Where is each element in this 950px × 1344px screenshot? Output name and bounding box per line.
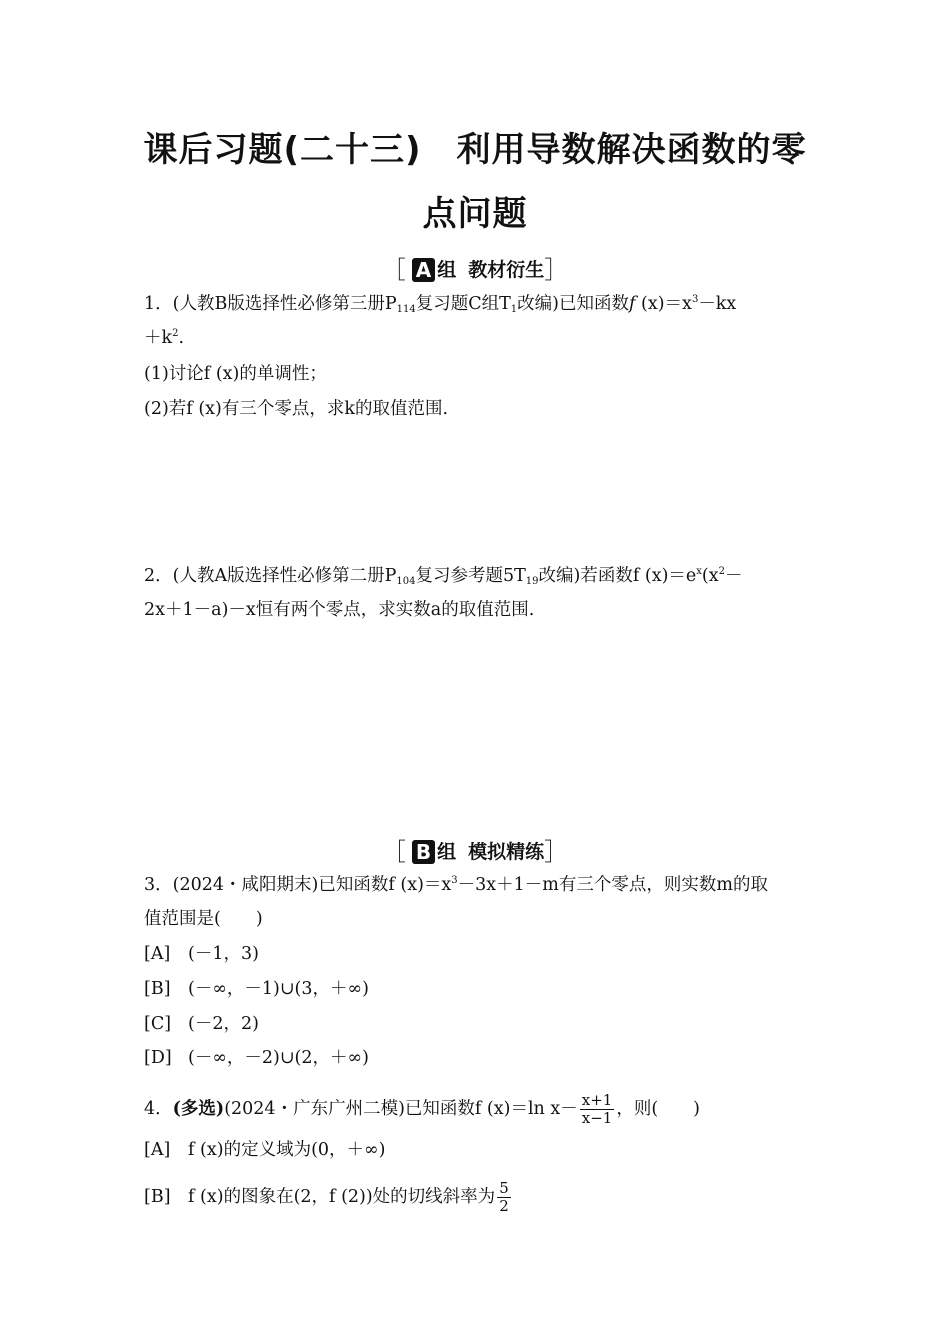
source-text: (人教A版选择性必修第二册P [172,566,397,586]
multi-select-tag: (多选) [172,1099,225,1119]
option-text: f (x)的图象在(2，f (2))处的切线斜率为 [188,1187,496,1207]
question-number: 3． [144,875,173,895]
question-number: 4． [144,1099,173,1119]
option-text: f (x)的定义域为(0，＋∞) [188,1140,386,1160]
option-text: (－∞，－2)∪(2，＋∞) [188,1048,369,1068]
question-1-line1 [144,292,736,316]
group-b-name: 模拟精练 [468,841,545,863]
exponent: x [696,566,702,577]
exponent: 2 [172,328,179,339]
subscript: 114 [396,304,416,315]
option-text: (－1，3) [188,944,259,964]
question-stem: (2024・咸阳期末)已知函数f (x)＝x [172,875,452,895]
option-label: [C] [144,1014,172,1034]
source-text: 复习题C组T [415,294,511,314]
question-3-line2: 值范围是( ) [144,909,263,929]
fraction-denominator: x−1 [581,1109,613,1127]
option-label: [A] [144,1140,171,1160]
group-b-label: 组 [437,841,457,863]
option-label: [D] [144,1048,172,1068]
question-stem: ，则( ) [616,1099,700,1119]
question-3-line1 [144,873,768,897]
group-b-badge: B [412,840,435,864]
source-text: (人教B版选择性必修第三册P [172,294,397,314]
formula: f (x)＝e [632,566,697,586]
group-a-label: 组 [437,259,457,281]
option-d[interactable] [144,1046,369,1070]
question-1-part1: (1)讨论f (x)的单调性； [144,364,327,384]
option-text: (－2，2) [188,1014,259,1034]
formula: . [178,328,185,348]
func-name: f [628,294,636,314]
option-text: (－∞，－1)∪(3，＋∞) [188,979,369,999]
option-a[interactable] [144,942,259,966]
source-text: 复习参考题5T [415,566,526,586]
question-number: 1． [144,294,173,314]
bracket-close: ］ [544,838,569,866]
source-text: 改编)若函数 [538,566,633,586]
formula: －kx [698,294,737,314]
bracket-close: ］ [544,256,569,284]
exponent: 3 [451,875,458,886]
option-label: [A] [144,944,171,964]
question-2-line2: 2x＋1－a)－x恒有两个零点，求实数a的取值范围. [144,600,535,620]
exponent: 3 [691,294,699,305]
option-label: [B] [144,1187,171,1207]
fraction-numerator: x+1 [581,1091,613,1109]
exponent: 2 [718,566,725,577]
group-a-header [0,250,950,285]
page-title-line2: 点问题 [422,194,528,234]
subscript: 1 [510,304,518,315]
bracket-open: ［ [381,838,406,866]
q4-option-a[interactable] [144,1138,385,1162]
group-a-name: 教材衍生 [468,259,545,281]
subscript: 104 [396,576,416,587]
q4-option-b[interactable] [144,1180,513,1215]
group-b-header [0,832,950,867]
option-label: [B] [144,979,171,999]
group-a-badge: A [412,258,435,282]
question-1-line2 [144,326,184,350]
bracket-open: ［ [381,256,406,284]
option-c[interactable] [144,1012,259,1036]
source-text: 改编)已知函数 [517,294,629,314]
question-stem: (2024・广东广州二模)已知函数f (x)＝ln x－ [224,1099,578,1119]
question-2-line1 [144,564,743,588]
subscript: 19 [525,576,539,587]
fraction-numerator: 5 [499,1179,509,1197]
fraction [580,1092,615,1127]
question-stem: －3x＋1－m有三个零点，则实数m的取 [457,875,768,895]
formula: (x [701,566,719,586]
question-number: 2． [144,566,173,586]
page-title-line1: 课后习题(二十三) 利用导数解决函数的零 [143,130,807,170]
fraction [497,1180,511,1215]
option-b[interactable] [144,977,369,1001]
formula: ＋k [144,328,173,348]
formula: (x)＝x [641,294,692,314]
fraction-denominator: 2 [499,1197,509,1215]
formula: － [725,566,743,586]
question-4-line1 [144,1092,700,1127]
question-1-part2: (2)若f (x)有三个零点，求k的取值范围. [144,399,449,419]
